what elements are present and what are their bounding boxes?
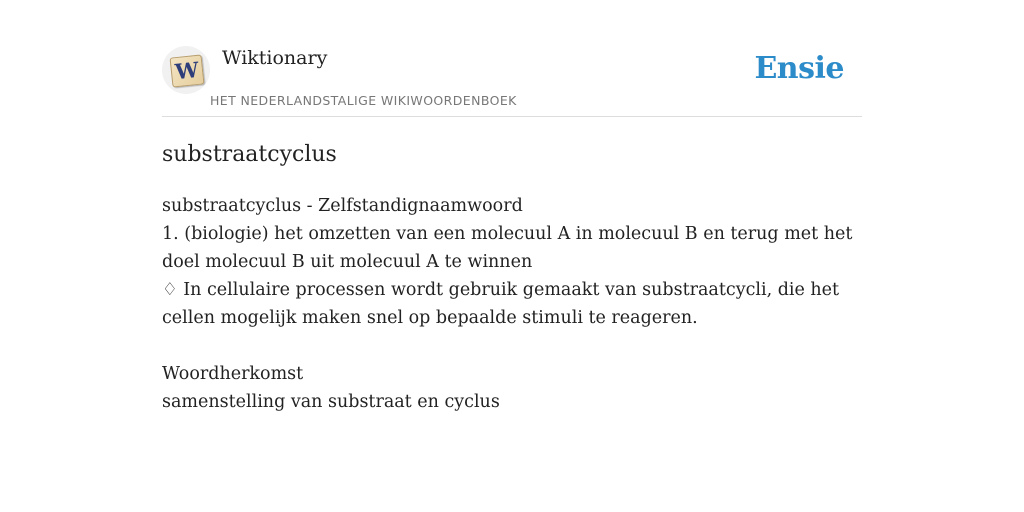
site-tagline: HET NEDERLANDSTALIGE WIKIWOORDENBOEK xyxy=(210,93,517,108)
logo-tile xyxy=(170,54,205,87)
site-header xyxy=(162,40,862,117)
example-sentence: ♢ In cellulaire processen wordt gebruik gemaakt van substraatcycli, die het cellen mogelijk maken snel op bepaalde stimuli te reageren. xyxy=(162,280,840,328)
entry-content xyxy=(162,192,862,416)
spacer xyxy=(162,332,862,360)
page-title: substraatcyclus xyxy=(162,142,337,167)
definition-text: 1. (biologie) het omzetten van een molecuul A in molecuul B en terug met het doel molecuul B uit molecuul A te winnen xyxy=(162,224,853,272)
site-name-link[interactable]: Wiktionary xyxy=(222,47,328,69)
logo-letter: W xyxy=(173,56,200,85)
word-type-line: substraatcyclus - Zelfstandignaamwoord xyxy=(162,196,523,216)
etymology-heading: Woordherkomst xyxy=(162,364,304,384)
wiktionary-logo-icon[interactable] xyxy=(162,46,210,94)
etymology-text: samenstelling van substraat en cyclus xyxy=(162,392,500,412)
ensie-brand-link[interactable]: Ensie xyxy=(754,51,844,86)
